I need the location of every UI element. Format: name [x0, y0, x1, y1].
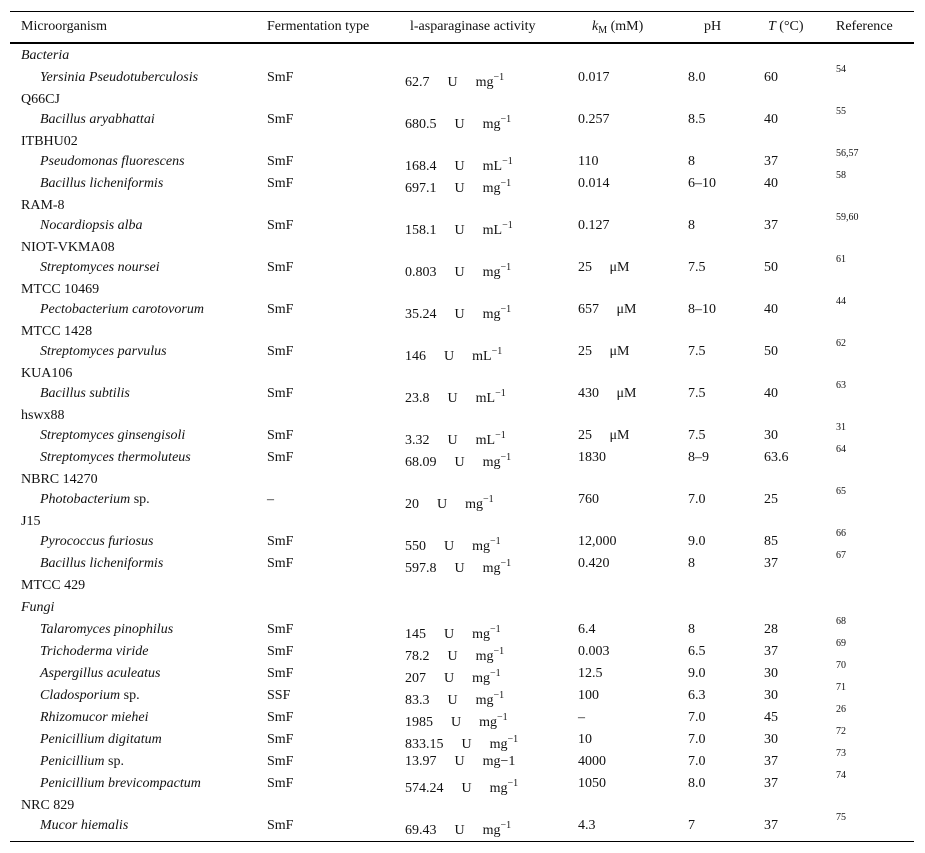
reference-number: 70 — [836, 660, 846, 671]
table-row — [0, 64, 925, 91]
activity-value: 20 U $mg^{-1}$ — [405, 494, 494, 512]
activity-value: 207 U $mg^{-1}$ — [405, 668, 501, 686]
km-value: 0.017 — [578, 70, 610, 85]
organism-name: Pectobacterium carotovorum — [40, 302, 204, 317]
organism-name: Penicillium sp. — [40, 754, 124, 769]
km-value: – — [578, 710, 585, 725]
fermentation-type: SmF — [267, 176, 294, 191]
fermentation-type: SmF — [267, 386, 294, 401]
km-value: 6.4 — [578, 622, 596, 637]
km-value: 0.003 — [578, 644, 610, 659]
temperature-value: 63.6 — [764, 450, 789, 465]
activity-value: 158.1 U $mL^{-1}$ — [405, 220, 513, 238]
ph-value: 7.5 — [688, 428, 706, 443]
reference-number: 62 — [836, 338, 846, 349]
activity-value: 0.803 U $mg^{-1}$ — [405, 262, 512, 280]
temperature-value: 25 — [764, 492, 778, 507]
temperature-value: 40 — [764, 112, 778, 127]
organism-name: Rhizomucor miehei — [40, 710, 149, 725]
activity-value: 597.8 U $mg^{-1}$ — [405, 558, 512, 576]
activity-value: 168.4 U $mL^{-1}$ — [405, 156, 513, 174]
reference-number: 65 — [836, 486, 846, 497]
km-value: 0.014 — [578, 176, 610, 191]
activity-value: 35.24 U $mg^{-1}$ — [405, 304, 512, 322]
fermentation-type: SSF — [267, 688, 291, 703]
strain-code: NBRC 14270 — [21, 472, 98, 487]
activity-value: 833.15 U $mg^{-1}$ — [405, 734, 519, 752]
table-row — [0, 528, 925, 555]
ph-value: 6–10 — [688, 176, 716, 191]
temperature-value: 50 — [764, 344, 778, 359]
table-row — [0, 106, 925, 133]
table-header-rule — [10, 42, 914, 44]
organism-name: Bacillus licheniformis — [40, 556, 164, 571]
table-row — [0, 422, 925, 449]
temperature-value: 40 — [764, 386, 778, 401]
km-value: 4000 — [578, 754, 606, 769]
reference-number: 44 — [836, 296, 846, 307]
organism-name: Bacillus licheniformis — [40, 176, 164, 191]
organism-name: Cladosporium sp. — [40, 688, 140, 703]
table-row — [0, 296, 925, 323]
temperature-value: 30 — [764, 428, 778, 443]
activity-value: 68.09 U $mg^{-1}$ — [405, 452, 512, 470]
fermentation-type: SmF — [267, 732, 294, 747]
fermentation-type: SmF — [267, 70, 294, 85]
organism-name: Nocardiopsis alba — [40, 218, 143, 233]
strain-code: Q66CJ — [21, 92, 60, 107]
km-value: 25 μM — [578, 260, 630, 275]
temperature-value: 37 — [764, 818, 778, 833]
header-reference: Reference — [836, 19, 893, 34]
ph-value: 7.5 — [688, 344, 706, 359]
group-label-bacteria: Bacteria — [21, 48, 70, 63]
header-temperature: T (°C) — [768, 19, 804, 34]
km-value: 4.3 — [578, 818, 596, 833]
activity-value: 23.8 U $mL^{-1}$ — [405, 388, 506, 406]
table-top-rule — [10, 11, 914, 12]
ph-value: 7.0 — [688, 710, 706, 725]
activity-value: 550 U $mg^{-1}$ — [405, 536, 501, 554]
activity-value: 145 U $mg^{-1}$ — [405, 624, 501, 642]
reference-number: 54 — [836, 64, 846, 75]
temperature-value: 37 — [764, 154, 778, 169]
table-row — [0, 638, 925, 665]
temperature-value: 37 — [764, 754, 778, 769]
table-row — [0, 726, 925, 753]
table-row — [0, 770, 925, 797]
fermentation-type: SmF — [267, 154, 294, 169]
km-value: 12,000 — [578, 534, 617, 549]
table-row — [0, 254, 925, 281]
activity-value: 1985 U $mg^{-1}$ — [405, 712, 508, 730]
organism-name: Photobacterium sp. — [40, 492, 150, 507]
reference-number: 26 — [836, 704, 846, 715]
ph-value: 9.0 — [688, 534, 706, 549]
ph-value: 8.0 — [688, 70, 706, 85]
fermentation-type: SmF — [267, 450, 294, 465]
temperature-value: 30 — [764, 688, 778, 703]
reference-number: 61 — [836, 254, 846, 265]
table-row — [0, 550, 925, 577]
fermentation-type: – — [267, 492, 274, 507]
organism-name: Talaromyces pinophilus — [40, 622, 174, 637]
strain-code: NRC 829 — [21, 798, 75, 813]
organism-name: Yersinia Pseudotuberculosis — [40, 70, 199, 85]
table-row — [0, 616, 925, 643]
temperature-value: 28 — [764, 622, 778, 637]
organism-name: Bacillus aryabhattai — [40, 112, 155, 127]
km-value: 0.257 — [578, 112, 610, 127]
km-value: 10 — [578, 732, 592, 747]
fermentation-type: SmF — [267, 666, 294, 681]
reference-number: 64 — [836, 444, 846, 455]
ph-value: 7.5 — [688, 386, 706, 401]
fermentation-type: SmF — [267, 218, 294, 233]
ph-value: 7.0 — [688, 732, 706, 747]
fermentation-type: SmF — [267, 260, 294, 275]
fermentation-type: SmF — [267, 302, 294, 317]
fermentation-type: SmF — [267, 710, 294, 725]
temperature-value: 60 — [764, 70, 778, 85]
ph-value: 9.0 — [688, 666, 706, 681]
activity-value: 78.2 U $mg^{-1}$ — [405, 646, 505, 664]
reference-number: 66 — [836, 528, 846, 539]
reference-number: 68 — [836, 616, 846, 627]
reference-number: 58 — [836, 170, 846, 181]
activity-value: 3.32 U $mL^{-1}$ — [405, 430, 506, 448]
strain-code: KUA106 — [21, 366, 73, 381]
fermentation-type: SmF — [267, 644, 294, 659]
ph-value: 8–9 — [688, 450, 709, 465]
organism-name: Trichoderma viride — [40, 644, 149, 659]
table-bottom-rule — [10, 841, 914, 842]
ph-value: 6.5 — [688, 644, 706, 659]
reference-number: 31 — [836, 422, 846, 433]
km-value: 12.5 — [578, 666, 603, 681]
km-value: 1050 — [578, 776, 606, 791]
ph-value: 8–10 — [688, 302, 716, 317]
temperature-value: 37 — [764, 218, 778, 233]
fermentation-type: SmF — [267, 622, 294, 637]
activity-value: 680.5 U $mg^{-1}$ — [405, 114, 512, 132]
km-value: 760 — [578, 492, 599, 507]
km-value: 25 μM — [578, 344, 630, 359]
fermentation-type: SmF — [267, 112, 294, 127]
table-row — [0, 704, 925, 731]
temperature-value: 40 — [764, 302, 778, 317]
fermentation-type: SmF — [267, 556, 294, 571]
strain-code: hswx88 — [21, 408, 65, 423]
ph-value: 7.5 — [688, 260, 706, 275]
temperature-value: 37 — [764, 556, 778, 571]
strain-code: J15 — [21, 514, 41, 529]
activity-value: 83.3 U $mg^{-1}$ — [405, 690, 505, 708]
temperature-value: 37 — [764, 776, 778, 791]
table-row — [0, 148, 925, 175]
activity-value: 13.97 U mg−1 — [405, 754, 516, 769]
reference-number: 73 — [836, 748, 846, 759]
header-activity: l-asparaginase activity — [410, 19, 536, 34]
activity-value: 69.43 U $mg^{-1}$ — [405, 820, 512, 838]
fermentation-type: SmF — [267, 428, 294, 443]
strain-code: MTCC 1428 — [21, 324, 93, 339]
organism-name: Bacillus subtilis — [40, 386, 130, 401]
reference-number: 71 — [836, 682, 846, 693]
km-value: 110 — [578, 154, 599, 169]
strain-code: NIOT-VKMA08 — [21, 240, 115, 255]
activity-value: 146 U $mL^{-1}$ — [405, 346, 503, 364]
header-km: $k_M$ (mM) — [592, 19, 644, 36]
activity-value: 697.1 U $mg^{-1}$ — [405, 178, 512, 196]
organism-name: Pseudomonas fluorescens — [40, 154, 185, 169]
km-value: 0.420 — [578, 556, 610, 571]
fermentation-type: SmF — [267, 776, 294, 791]
table-row — [0, 212, 925, 239]
table-row — [0, 170, 925, 197]
reference-number: 75 — [836, 812, 846, 823]
organism-name: Penicillium digitatum — [40, 732, 162, 747]
reference-number: 72 — [836, 726, 846, 737]
organism-name: Streptomyces thermoluteus — [40, 450, 191, 465]
km-value: 25 μM — [578, 428, 630, 443]
reference-number: 56,57 — [836, 148, 859, 159]
group-label-fungi: Fungi — [21, 600, 55, 615]
temperature-value: 85 — [764, 534, 778, 549]
strain-code: MTCC 429 — [21, 578, 86, 593]
km-value: 657 μM — [578, 302, 637, 317]
activity-value: 574.24 U $mg^{-1}$ — [405, 778, 519, 796]
strain-code: MTCC 10469 — [21, 282, 100, 297]
km-value: 1830 — [578, 450, 606, 465]
strain-code: RAM-8 — [21, 198, 65, 213]
table-row — [0, 486, 925, 513]
temperature-value: 30 — [764, 666, 778, 681]
reference-number: 67 — [836, 550, 846, 561]
organism-name: Streptomyces parvulus — [40, 344, 167, 359]
fermentation-type: SmF — [267, 344, 294, 359]
table-row — [0, 660, 925, 687]
reference-number: 63 — [836, 380, 846, 391]
header-ph: pH — [704, 19, 722, 34]
organism-name: Mucor hiemalis — [40, 818, 129, 833]
temperature-value: 50 — [764, 260, 778, 275]
reference-number: 74 — [836, 770, 846, 781]
organism-name: Pyrococcus furiosus — [40, 534, 154, 549]
km-value: 430 μM — [578, 386, 637, 401]
ph-value: 8 — [688, 622, 695, 637]
ph-value: 6.3 — [688, 688, 706, 703]
ph-value: 7 — [688, 818, 695, 833]
organism-name: Aspergillus aculeatus — [40, 666, 161, 681]
organism-name: Streptomyces ginsengisoli — [40, 428, 186, 443]
ph-value: 8.5 — [688, 112, 706, 127]
table-row — [0, 682, 925, 709]
activity-value: 62.7 U $mg^{-1}$ — [405, 72, 505, 90]
ph-value: 7.0 — [688, 754, 706, 769]
km-value: 0.127 — [578, 218, 610, 233]
km-value: 100 — [578, 688, 599, 703]
organism-name: Penicillium brevicompactum — [40, 776, 201, 791]
temperature-value: 37 — [764, 644, 778, 659]
ph-value: 8 — [688, 154, 695, 169]
strain-code: ITBHU02 — [21, 134, 78, 149]
temperature-value: 40 — [764, 176, 778, 191]
table-row — [0, 380, 925, 407]
table-row — [0, 444, 925, 471]
header-fermentation: Fermentation type — [267, 19, 370, 34]
ph-value: 8 — [688, 218, 695, 233]
organism-name: Streptomyces noursei — [40, 260, 160, 275]
table-row — [0, 338, 925, 365]
fermentation-type: SmF — [267, 754, 294, 769]
header-microorganism: Microorganism — [21, 19, 108, 34]
ph-value: 8 — [688, 556, 695, 571]
reference-number: 69 — [836, 638, 846, 649]
fermentation-type: SmF — [267, 818, 294, 833]
table-row — [0, 812, 925, 839]
ph-value: 8.0 — [688, 776, 706, 791]
reference-number: 55 — [836, 106, 846, 117]
table-row — [0, 748, 925, 775]
reference-number: 59,60 — [836, 212, 859, 223]
ph-value: 7.0 — [688, 492, 706, 507]
temperature-value: 45 — [764, 710, 778, 725]
temperature-value: 30 — [764, 732, 778, 747]
fermentation-type: SmF — [267, 534, 294, 549]
